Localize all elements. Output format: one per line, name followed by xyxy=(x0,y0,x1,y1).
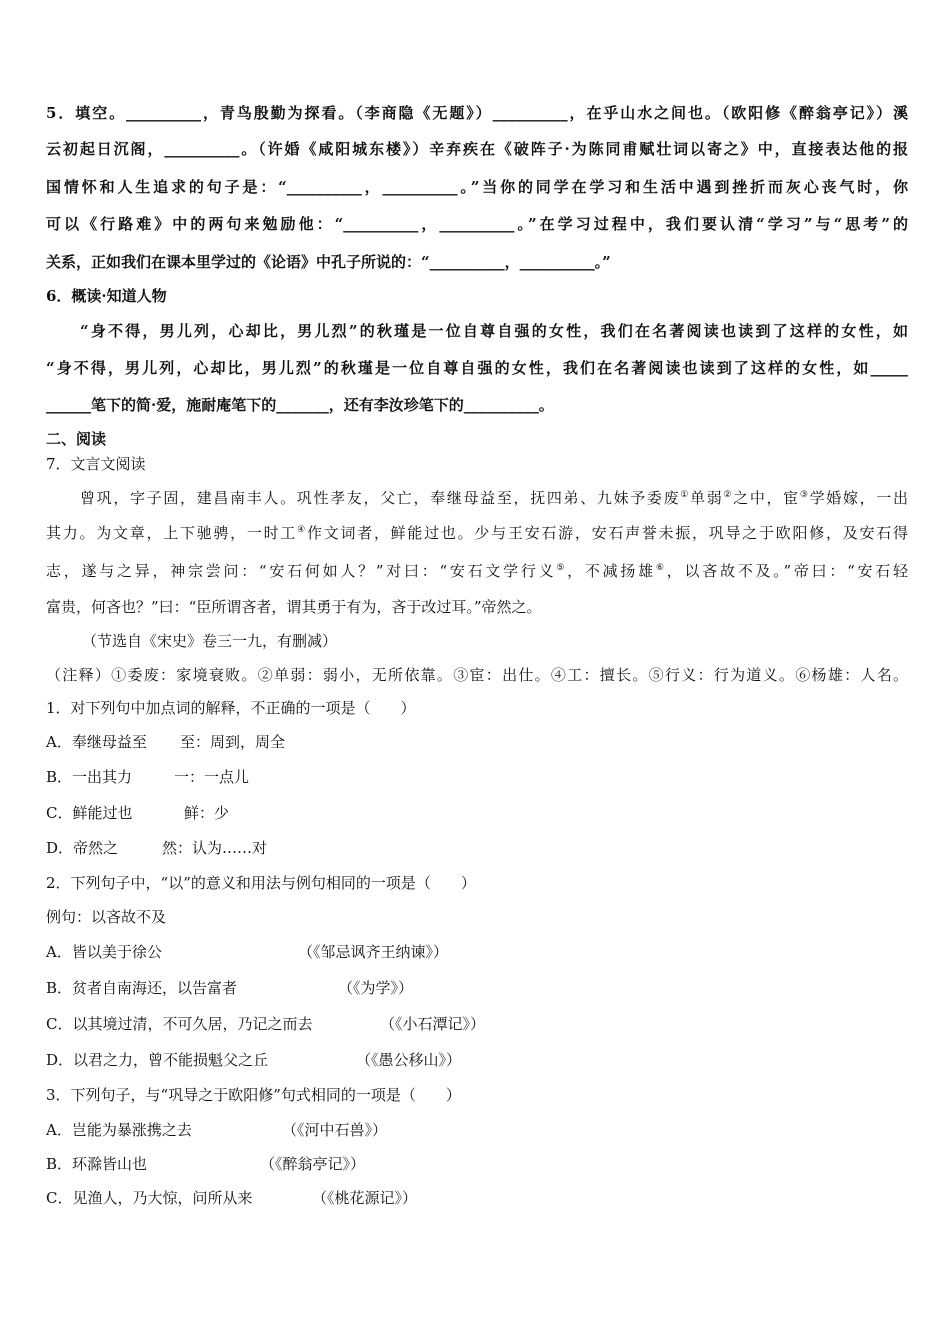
passage-notes: （注释）①委废：家境衰败。②单弱：弱小，无所依靠。③宦：出仕。④工：擅长。⑤行义：行为道义。⑥杨雄：人名。 xyxy=(46,666,908,684)
sub1-option-c-gloss: 鲜：少 xyxy=(184,804,230,822)
sub3-option-c: C．见渔人，乃大惊，问所从来 xyxy=(46,1189,253,1207)
sub3-option-a: A．岂能为暴涨携之去 xyxy=(46,1121,192,1139)
sub1-option-b-gloss: 一：一点儿 xyxy=(174,768,250,786)
sub1-option-a: A．奉继母益至 xyxy=(46,733,147,751)
q5-line-1: 5．填空。__________，青鸟殷勤为探看。（李商隐《无题》）__________，在乎山水之间也。（欧阳修《醉翁亭记》）溪 xyxy=(46,104,908,122)
sub2-option-d: D．以君之力，曾不能损魁父之丘 xyxy=(46,1051,269,1069)
sub2-option-b: B．贫者自南海还，以告富者 xyxy=(46,979,238,997)
q7-title: 7．文言文阅读 xyxy=(46,455,146,473)
sub2-example: 例句：以吝故不及 xyxy=(46,908,167,926)
sub3-option-c-source: （《桃花源记》） xyxy=(312,1189,418,1207)
sub2-option-d-source: （《愚公移山》） xyxy=(356,1051,462,1069)
passage-line-3: 志，遂与之异，神宗尝问：“安石何如人？”对曰：“安石文学行义⑤，不减扬雄⑥，以吝故不及。”帝曰：“安石轻 xyxy=(46,562,908,580)
sub1-option-a-gloss: 至：周到，周全 xyxy=(180,733,286,751)
sub2-option-a: A．皆以美于徐公 xyxy=(46,943,162,961)
passage-source: （节选自《宋史》卷三一九，有删减） xyxy=(82,632,338,650)
sub2-option-c-source: （《小石潭记》） xyxy=(380,1015,486,1033)
sub2-option-b-source: （《为学》） xyxy=(338,979,414,997)
sub2-question: 2．下列句子中，“以”的意义和用法与例句相同的一项是（ ） xyxy=(46,874,476,892)
sub3-option-b: B．环滁皆山也 xyxy=(46,1155,148,1173)
sub2-option-c: C．以其境过清，不可久居，乃记之而去 xyxy=(46,1015,313,1033)
sub3-question: 3．下列句子，与“巩导之于欧阳修”句式相同的一项是（ ） xyxy=(46,1086,461,1104)
sub3-option-b-source: （《醉翁亭记》） xyxy=(260,1155,366,1173)
q5-line-2: 云初起日沉阁，__________。（许婚《咸阳城东楼》）辛弃疾在《破阵子·为陈同甫赋壮词以寄之》中，直接表达他的报 xyxy=(46,140,908,158)
sub1-question: 1．对下列句中加点词的解释，不正确的一项是（ ） xyxy=(46,699,416,717)
sub2-option-a-source: （《邹忌讽齐王纳谏》） xyxy=(298,943,449,961)
q5-line-3: 国情怀和人生追求的句子是：“__________，__________。”当你的同学在学习和生活中遇到挫折而灰心丧气时，你 xyxy=(46,178,908,196)
sub1-option-d: D．帝然之 xyxy=(46,839,119,857)
q6-line-3: ______笔下的简·爱，施耐庵笔下的_______，还有李汝珍笔下的__________。 xyxy=(46,396,554,414)
q6-line-2: “身不得，男儿列，心却比，男儿烈”的秋瑾是一位自尊自强的女性，我们在名著阅读也读到了这样的女性，如_____ xyxy=(46,359,908,377)
sub1-option-b: B．一出其力 xyxy=(46,768,133,786)
passage-line-1: 曾巩，字子固，建昌南丰人。巩性孝友，父亡，奉继母益至，抚四弟、九妹予委废①单弱②之中，宦③学婚嫁，一出 xyxy=(80,489,908,507)
sub1-option-d-gloss: 然：认为……对 xyxy=(162,839,268,857)
section-title: 二、阅读 xyxy=(46,430,107,448)
q6-title: 6．概读·知道人物 xyxy=(46,287,167,305)
q5-line-5: 关系，正如我们在课本里学过的《论语》中孔子所说的：“__________，__________。” xyxy=(46,253,611,271)
q5-line-4: 可以《行路难》中的两句来勉励他：“__________，__________。”在学习过程中，我们要认清“学习”与“思考”的 xyxy=(46,215,908,233)
sub3-option-a-source: （《河中石兽》） xyxy=(282,1121,388,1139)
q6-line-1: “身不得，男儿列，心却比，男儿烈”的秋瑾是一位自尊自强的女性，我们在名著阅读也读到了这样的女性，如 xyxy=(80,322,908,340)
sub1-option-c: C．鲜能过也 xyxy=(46,804,133,822)
passage-line-4: 富贵，何吝也？”曰：“臣所谓吝者，谓其勇于有为，吝于改过耳。”帝然之。 xyxy=(46,598,542,616)
passage-line-2: 其力。为文章，上下驰骋，一时工④作文词者，鲜能过也。少与王安石游，安石声誉未振，巩导之于欧阳修，及安石得 xyxy=(46,524,908,542)
